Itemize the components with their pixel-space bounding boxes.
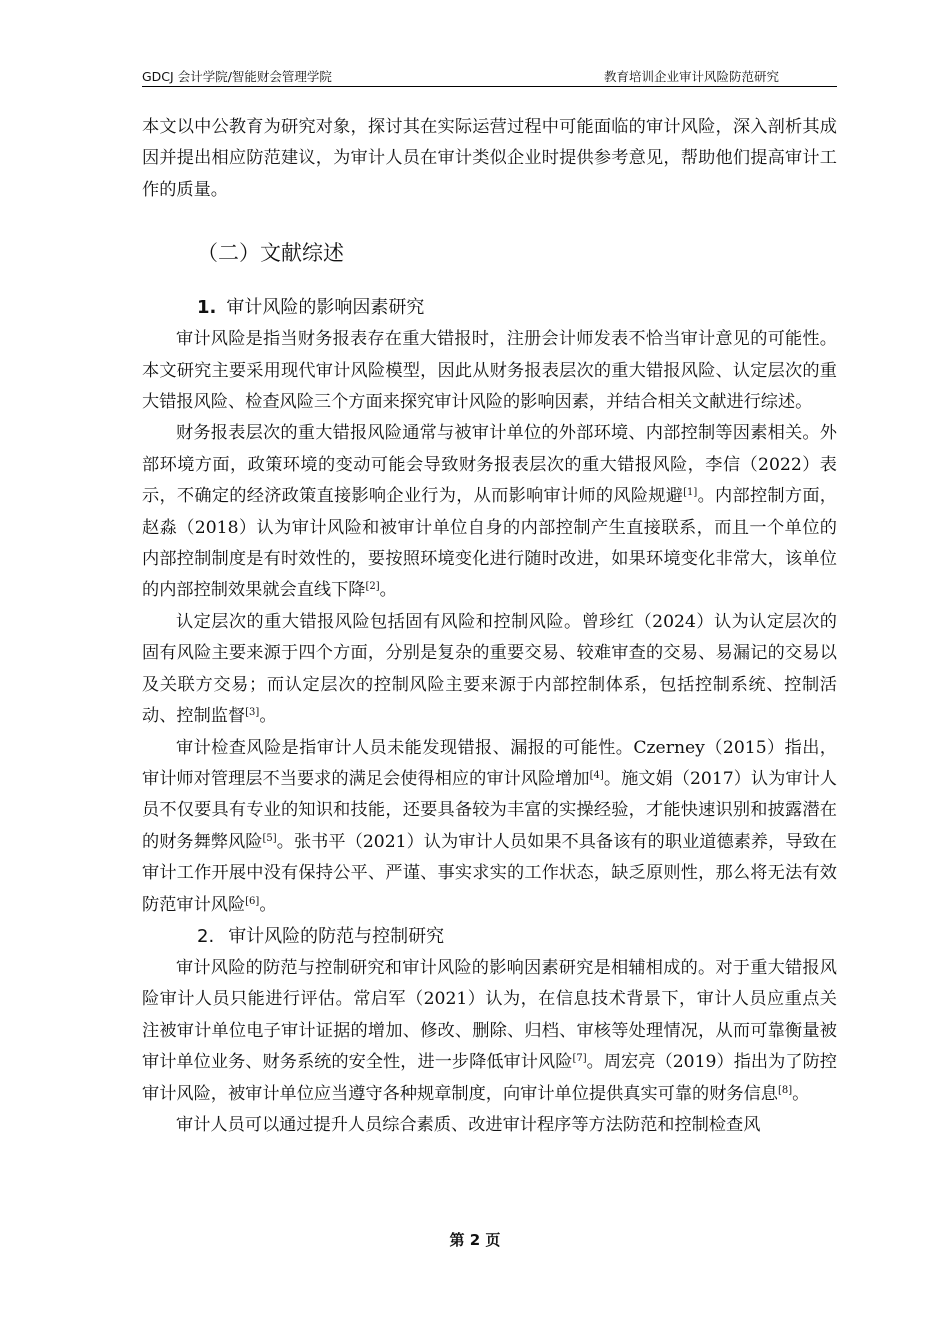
paragraph-2 — [142, 418, 837, 606]
subsection-1-title — [197, 292, 837, 324]
section-title: （二）文献综述 — [197, 241, 344, 266]
paragraph-4-text-c: 。张书平（2021）认为审计人员如果不具备该有的职业道德素养，导致在审计工作开展中没有保持公平、严谨、事实求实的工作状态，缺乏原则性，那么将无法有效防范审计风险 — [142, 831, 837, 915]
subsection-2-title — [197, 921, 837, 953]
paragraph-5-text-a: 审计风险的防范与控制研究和审计风险的影响因素研究是相辅相成的。对于重大错报风险审计人员只能进行评估。常启军（2021）认为，在信息技术背景下，审计人员应重点关注被审计单位电子审计证据的增加、修改、删除、归档、审核等处理情况，从而可靠衡量被审计单位业务、财务系统的安全性，进一步降低审计风险 — [142, 957, 837, 1073]
citation-2: [2] — [365, 581, 380, 593]
header-right-text: 教育培训企业审计风险防范研究 — [603, 69, 779, 84]
paragraph-5 — [142, 953, 837, 1110]
paragraph-3-text-b: 。 — [259, 706, 277, 727]
citation-1: [1] — [683, 487, 698, 499]
header-left-text: GDCJ 会计学院/智能财会管理学院 — [142, 69, 332, 84]
paragraph-5-text-c: 。 — [792, 1083, 810, 1104]
subsection-1-number: 1. — [197, 297, 217, 319]
subsection-1-text: 审计风险的影响因素研究 — [226, 297, 425, 319]
paragraph-4-text-a: 审计检查风险是指审计人员未能发现错报、漏报的可能性。Czerney（2015）指出，审计师对管理层不当要求的满足会使得相应的审计风险增加 — [142, 737, 837, 789]
paragraph-4 — [142, 733, 837, 921]
paragraph-4-text-d: 。 — [259, 894, 277, 915]
citation-8: [8] — [777, 1084, 793, 1096]
citation-7: [7] — [572, 1053, 587, 1065]
citation-5: [5] — [262, 832, 277, 844]
subsection-2-text: 审计风险的防范与控制研究 — [228, 925, 445, 947]
paragraph-6: 审计人员可以通过提升人员综合素质、改进审计程序等方法防范和控制检查风 — [176, 1114, 761, 1135]
subsection-2-number: 2. — [197, 925, 215, 947]
paragraph-2-text-c: 。 — [379, 580, 397, 601]
citation-3: [3] — [245, 707, 260, 719]
citation-6: [6] — [245, 895, 260, 907]
paragraph-3-text-a: 认定层次的重大错报风险包括固有风险和控制风险。曾珍红（2024）认为认定层次的固有风险主要来源于四个方面，分别是复杂的重要交易、较难审查的交易、易漏记的交易以及关联方交易；而认定层次的控制风险主要来源于内部控制体系，包括控制系统、控制活动、控制监督 — [142, 611, 837, 727]
page-header — [142, 64, 837, 87]
paragraph-2-text-b: 。内部控制方面，赵淼（2018）认为审计风险和被审计单位自身的内部控制产生直接联系，而且一个单位的内部控制制度是有时效性的，要按照环境变化进行随时改进，如果环境变化非常大，该单位的内部控制效果就会直线下降 — [142, 486, 837, 601]
intro-paragraph: 本文以中公教育为研究对象，探讨其在实际运营过程中可能面临的审计风险，深入剖析其成因并提出相应防范建议，为审计人员在审计类似企业时提供参考意见，帮助他们提高审计工作的质量。 — [142, 117, 837, 200]
paragraph-1: 审计风险是指当财务报表存在重大错报时，注册会计师发表不恰当审计意见的可能性。本文研究主要采用现代审计风险模型，因此从财务报表层次的重大错报风险、认定层次的重大错报风险、检查风险三个方面来探究审计风险的影响因素，并结合相关文献进行综述。 — [142, 329, 837, 413]
paragraph-3 — [142, 607, 837, 733]
citation-4: [4] — [589, 769, 604, 781]
page-body — [142, 112, 837, 1141]
paragraph-4-text-b: 。施文娟（2017）认为审计人员不仅要具有专业的知识和技能，还要具备较为丰富的实操经验，才能快速识别和披露潜在的财务舞弊风险 — [142, 768, 837, 852]
paragraph-5-text-b: 。周宏亮（2019）指出为了防控审计风险，被审计单位应当遵守各种规章制度，向审计单位提供真实可靠的财务信息 — [142, 1052, 837, 1104]
page-number: 第 2 页 — [449, 1231, 501, 1249]
paragraph-2-text-a: 财务报表层次的重大错报风险通常与被审计单位的外部环境、内部控制等因素相关。外部环境方面，政策环境的变动可能会导致财务报表层次的重大错报风险，李信（2022）表示，不确定的经济政策直接影响企业行为，从而影响审计师的风险规避 — [142, 423, 837, 507]
